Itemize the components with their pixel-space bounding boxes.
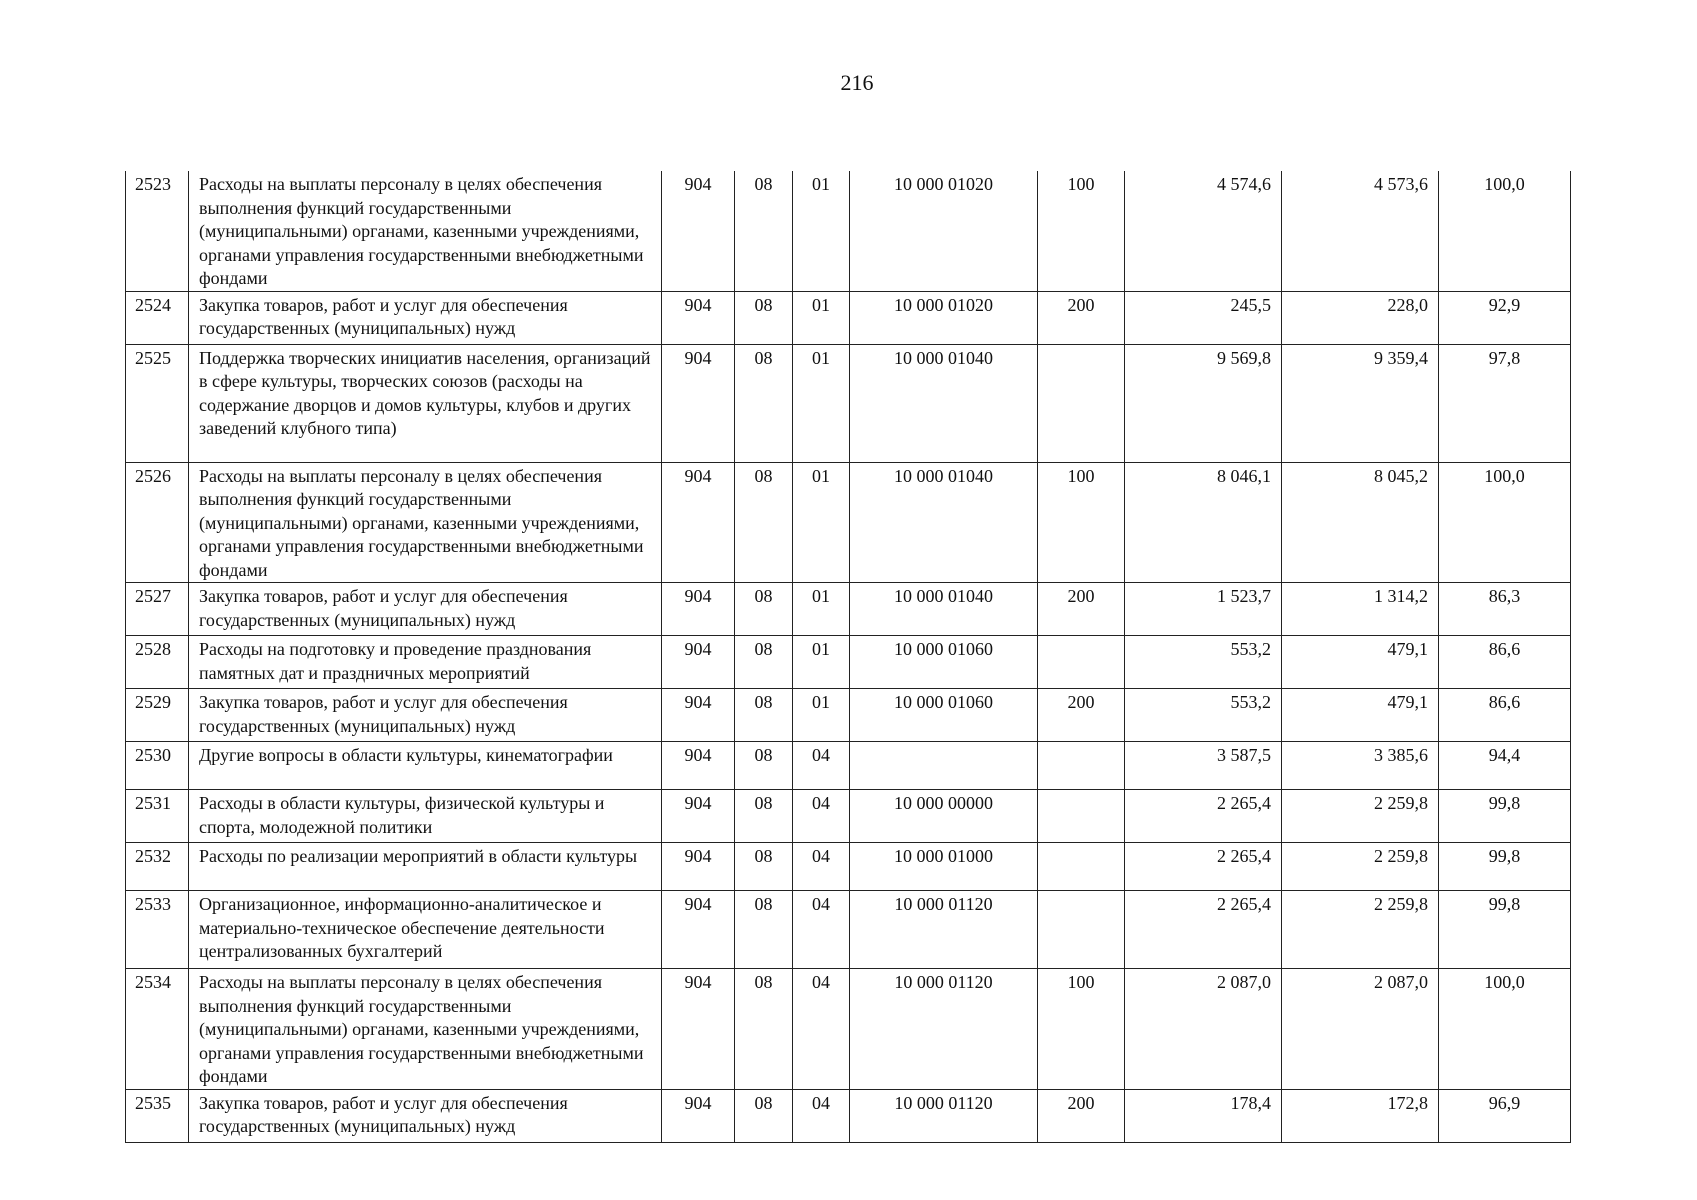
planned-amount: 2 265,4: [1125, 843, 1282, 891]
table-row: [126, 689, 1571, 742]
row-number: 2529: [126, 689, 189, 742]
target-article-code: 10 000 01020: [850, 291, 1038, 344]
department-code: 904: [662, 843, 735, 891]
row-number: 2532: [126, 843, 189, 891]
subsection-code: 01: [793, 344, 850, 462]
page-number: 216: [840, 70, 874, 95]
section-code: 08: [735, 843, 793, 891]
department-code: 904: [662, 689, 735, 742]
section-code: 08: [735, 291, 793, 344]
expense-type-code: 200: [1038, 1089, 1125, 1142]
subsection-code: 01: [793, 583, 850, 636]
expense-type-code: [1038, 742, 1125, 790]
target-article-code: 10 000 01000: [850, 843, 1038, 891]
expense-name: Закупка товаров, работ и услуг для обеспечения государственных (муниципальных) нужд: [189, 689, 662, 742]
expense-type-code: 100: [1038, 462, 1125, 583]
actual-amount: 172,8: [1282, 1089, 1439, 1142]
subsection-code: 04: [793, 790, 850, 843]
actual-amount: 8 045,2: [1282, 462, 1439, 583]
section-code: 08: [735, 689, 793, 742]
execution-percent: 100,0: [1439, 969, 1571, 1090]
target-article-code: 10 000 01040: [850, 344, 1038, 462]
subsection-code: 01: [793, 689, 850, 742]
subsection-code: 04: [793, 891, 850, 969]
expense-name: Организационное, информационно-аналитическое и материально-техническое обеспечение деятельности централизованных бухгалтерий: [189, 891, 662, 969]
row-number: 2527: [126, 583, 189, 636]
row-number: 2526: [126, 462, 189, 583]
department-code: 904: [662, 344, 735, 462]
target-article-code: 10 000 01060: [850, 689, 1038, 742]
expense-type-code: [1038, 344, 1125, 462]
row-number: 2525: [126, 344, 189, 462]
subsection-code: 01: [793, 171, 850, 291]
actual-amount: 479,1: [1282, 636, 1439, 689]
table-row: [126, 171, 1571, 291]
actual-amount: 479,1: [1282, 689, 1439, 742]
target-article-code: 10 000 01120: [850, 969, 1038, 1090]
expense-type-code: [1038, 843, 1125, 891]
expense-name: Расходы на выплаты персоналу в целях обеспечения выполнения функций государственными (муниципальными) органами, казенными учреждениями, органами управления государственными внебюджетными фондами: [189, 462, 662, 583]
actual-amount: 3 385,6: [1282, 742, 1439, 790]
table-row: [126, 891, 1571, 969]
table-row: [126, 843, 1571, 891]
expense-type-code: 100: [1038, 171, 1125, 291]
table-row: [126, 636, 1571, 689]
execution-percent: 94,4: [1439, 742, 1571, 790]
department-code: 904: [662, 1089, 735, 1142]
planned-amount: 1 523,7: [1125, 583, 1282, 636]
planned-amount: 553,2: [1125, 636, 1282, 689]
planned-amount: 2 087,0: [1125, 969, 1282, 1090]
target-article-code: [850, 742, 1038, 790]
department-code: 904: [662, 969, 735, 1090]
actual-amount: 9 359,4: [1282, 344, 1439, 462]
table-row: [126, 969, 1571, 1090]
section-code: 08: [735, 583, 793, 636]
actual-amount: 2 259,8: [1282, 843, 1439, 891]
planned-amount: 2 265,4: [1125, 790, 1282, 843]
subsection-code: 01: [793, 291, 850, 344]
row-number: 2524: [126, 291, 189, 344]
actual-amount: 1 314,2: [1282, 583, 1439, 636]
subsection-code: 01: [793, 636, 850, 689]
department-code: 904: [662, 891, 735, 969]
department-code: 904: [662, 171, 735, 291]
expense-type-code: 200: [1038, 291, 1125, 344]
expense-name: Расходы в области культуры, физической культуры и спорта, молодежной политики: [189, 790, 662, 843]
planned-amount: 4 574,6: [1125, 171, 1282, 291]
subsection-code: 04: [793, 742, 850, 790]
department-code: 904: [662, 462, 735, 583]
target-article-code: 10 000 01060: [850, 636, 1038, 689]
expense-name: Закупка товаров, работ и услуг для обеспечения государственных (муниципальных) нужд: [189, 583, 662, 636]
planned-amount: 553,2: [1125, 689, 1282, 742]
expense-type-code: 200: [1038, 689, 1125, 742]
execution-percent: 97,8: [1439, 344, 1571, 462]
table-row: [126, 790, 1571, 843]
row-number: 2534: [126, 969, 189, 1090]
expense-name: Расходы на выплаты персоналу в целях обеспечения выполнения функций государственными (муниципальными) органами, казенными учреждениями, органами управления государственными внебюджетными фондами: [189, 171, 662, 291]
expense-name: Расходы по реализации мероприятий в области культуры: [189, 843, 662, 891]
table-row: [126, 583, 1571, 636]
planned-amount: 178,4: [1125, 1089, 1282, 1142]
expense-name: Другие вопросы в области культуры, кинематографии: [189, 742, 662, 790]
expense-type-code: 200: [1038, 583, 1125, 636]
table-row: [126, 742, 1571, 790]
row-number: 2531: [126, 790, 189, 843]
expense-type-code: 100: [1038, 969, 1125, 1090]
department-code: 904: [662, 742, 735, 790]
section-code: 08: [735, 636, 793, 689]
planned-amount: 9 569,8: [1125, 344, 1282, 462]
planned-amount: 245,5: [1125, 291, 1282, 344]
row-number: 2528: [126, 636, 189, 689]
actual-amount: 2 087,0: [1282, 969, 1439, 1090]
planned-amount: 8 046,1: [1125, 462, 1282, 583]
expense-name: Расходы на подготовку и проведение празднования памятных дат и праздничных мероприятий: [189, 636, 662, 689]
section-code: 08: [735, 969, 793, 1090]
table-row: [126, 291, 1571, 344]
department-code: 904: [662, 291, 735, 344]
subsection-code: 01: [793, 462, 850, 583]
expense-type-code: [1038, 636, 1125, 689]
expense-type-code: [1038, 891, 1125, 969]
expense-name: Закупка товаров, работ и услуг для обеспечения государственных (муниципальных) нужд: [189, 1089, 662, 1142]
table-row: [126, 344, 1571, 462]
execution-percent: 99,8: [1439, 790, 1571, 843]
section-code: 08: [735, 344, 793, 462]
section-code: 08: [735, 742, 793, 790]
row-number: 2535: [126, 1089, 189, 1142]
target-article-code: 10 000 01020: [850, 171, 1038, 291]
table-row: [126, 462, 1571, 583]
section-code: 08: [735, 462, 793, 583]
actual-amount: 2 259,8: [1282, 891, 1439, 969]
target-article-code: 10 000 01040: [850, 583, 1038, 636]
execution-percent: 96,9: [1439, 1089, 1571, 1142]
subsection-code: 04: [793, 1089, 850, 1142]
section-code: 08: [735, 1089, 793, 1142]
expense-type-code: [1038, 790, 1125, 843]
section-code: 08: [735, 171, 793, 291]
department-code: 904: [662, 790, 735, 843]
execution-percent: 86,3: [1439, 583, 1571, 636]
actual-amount: 228,0: [1282, 291, 1439, 344]
target-article-code: 10 000 01120: [850, 891, 1038, 969]
target-article-code: 10 000 00000: [850, 790, 1038, 843]
target-article-code: 10 000 01040: [850, 462, 1038, 583]
expense-name: Закупка товаров, работ и услуг для обеспечения государственных (муниципальных) нужд: [189, 291, 662, 344]
execution-percent: 86,6: [1439, 689, 1571, 742]
planned-amount: 3 587,5: [1125, 742, 1282, 790]
execution-percent: 99,8: [1439, 843, 1571, 891]
actual-amount: 4 573,6: [1282, 171, 1439, 291]
subsection-code: 04: [793, 969, 850, 1090]
section-code: 08: [735, 790, 793, 843]
section-code: 08: [735, 891, 793, 969]
execution-percent: 100,0: [1439, 462, 1571, 583]
expense-name: Поддержка творческих инициатив населения, организаций в сфере культуры, творческих союзов (расходы на содержание дворцов и домов культуры, клубов и других заведений клубного типа): [189, 344, 662, 462]
department-code: 904: [662, 583, 735, 636]
row-number: 2530: [126, 742, 189, 790]
target-article-code: 10 000 01120: [850, 1089, 1038, 1142]
actual-amount: 2 259,8: [1282, 790, 1439, 843]
execution-percent: 99,8: [1439, 891, 1571, 969]
planned-amount: 2 265,4: [1125, 891, 1282, 969]
execution-percent: 92,9: [1439, 291, 1571, 344]
expense-name: Расходы на выплаты персоналу в целях обеспечения выполнения функций государственными (муниципальными) органами, казенными учреждениями, органами управления государственными внебюджетными фондами: [189, 969, 662, 1090]
budget-table: [125, 171, 1571, 1143]
department-code: 904: [662, 636, 735, 689]
subsection-code: 04: [793, 843, 850, 891]
row-number: 2523: [126, 171, 189, 291]
table-row: [126, 1089, 1571, 1142]
execution-percent: 100,0: [1439, 171, 1571, 291]
row-number: 2533: [126, 891, 189, 969]
execution-percent: 86,6: [1439, 636, 1571, 689]
